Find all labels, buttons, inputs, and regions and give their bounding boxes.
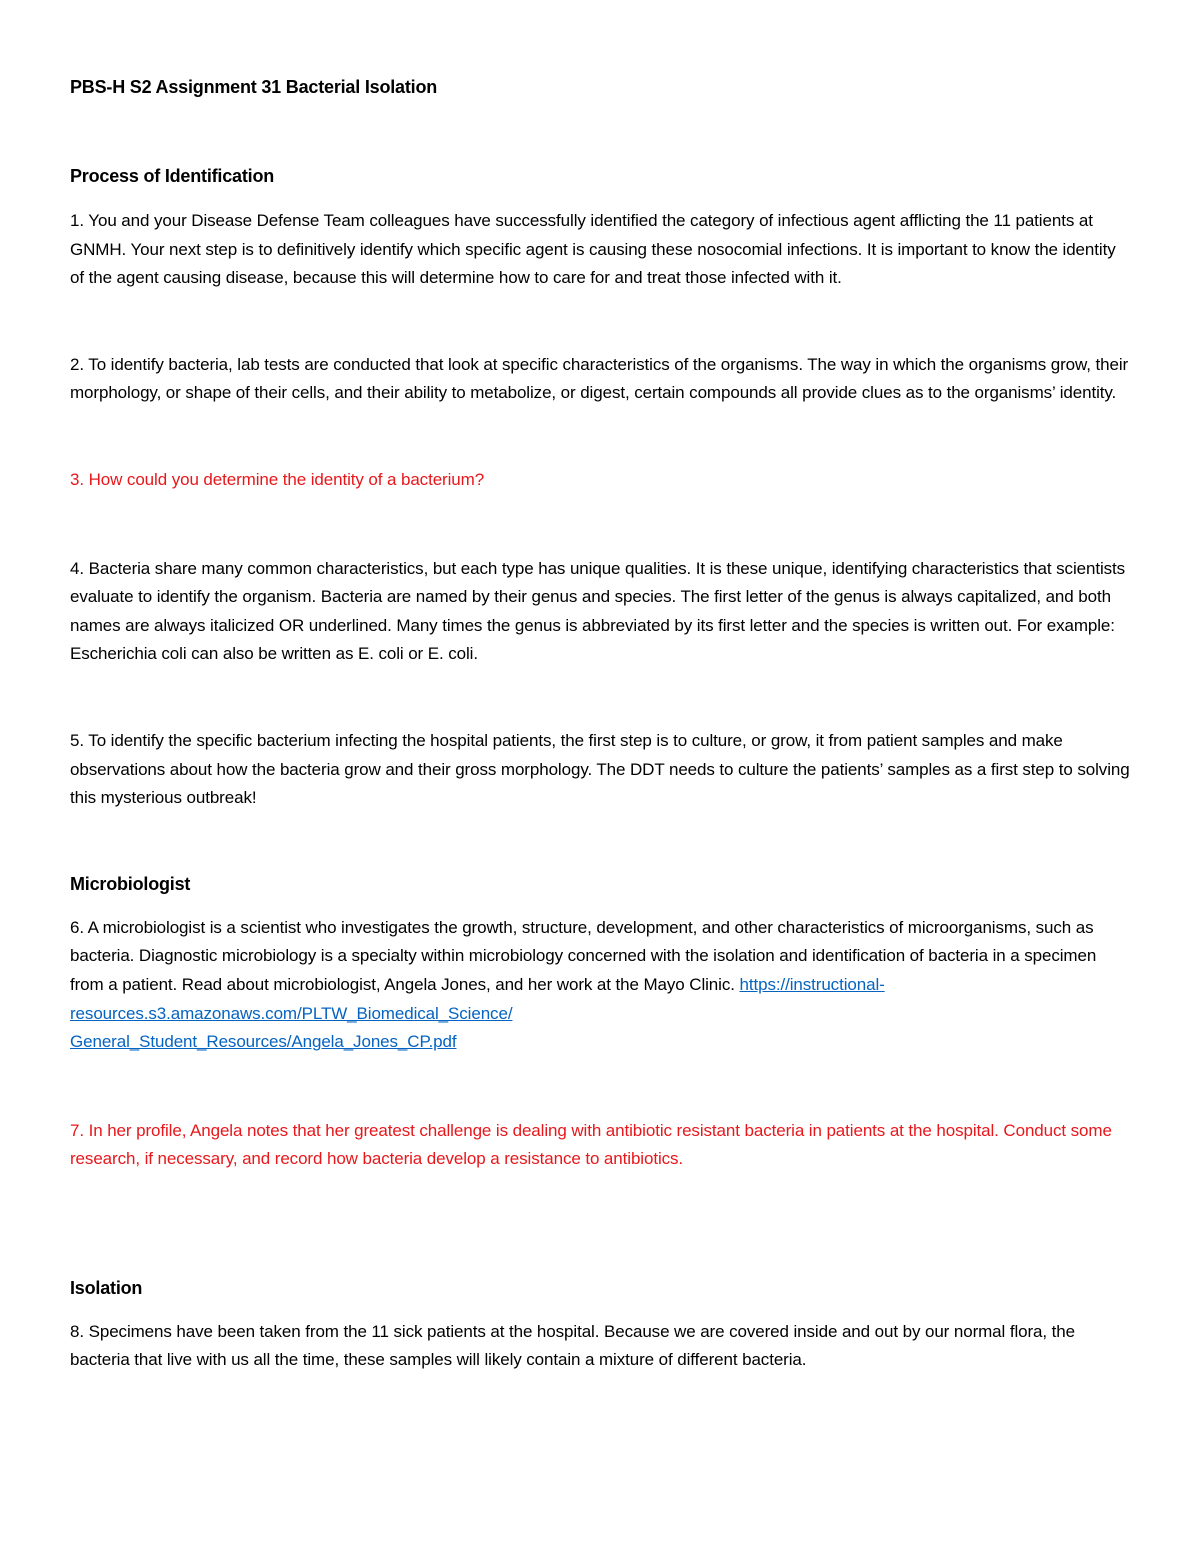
document-page: [70, 70, 1132, 1375]
section-heading-microbiologist: Microbiologist: [70, 873, 191, 894]
question-7: 7. In her profile, Angela notes that her greatest challenge is dealing with antibiotic resistant bacteria in patients at the hospital. Conduct some research, if necessary, and record how bacteria develop a resistance to antibiotics.: [70, 1120, 1112, 1169]
paragraph-6-text: 6. A microbiologist is a scientist who investigates the growth, structure, development, and other characteristics of microorganisms, such as bacteria. Diagnostic microbiology is a specialty within microbiology concerned with the isolation and identification of bacteria in a specimen from a patient. Read about microbiologist, Angela Jones, and her work at the Mayo Clinic.: [70, 917, 1097, 994]
question-3: 3. How could you determine the identity of a bacterium?: [70, 469, 485, 489]
section-heading-isolation: Isolation: [70, 1277, 143, 1298]
paragraph-6: [70, 914, 1132, 1057]
link-line-2: General_Student_Resources/Angela_Jones_CP.pdf: [70, 1032, 457, 1052]
paragraph-2: 2. To identify bacteria, lab tests are conducted that look at specific characteristics of the organisms. The way in which the organisms grow, their morphology, or shape of their cells, and their ability to metabolize, or digest, certain compounds all provide clues as to the organisms’ identity.: [70, 354, 1129, 403]
paragraph-1: 1. You and your Disease Defense Team colleagues have successfully identified the category of infectious agent afflicting the 11 patients at GNMH. Your next step is to definitively identify which specific agent is causing these nosocomial infections. It is important to know the identity of the agent causing disease, because this will determine how to care for and treat those infected with it.: [70, 211, 1116, 288]
paragraph-4: 4. Bacteria share many common characteristics, but each type has unique qualities. It is these unique, identifying characteristics that scientists evaluate to identify the organism. Bacteria are named by their genus and species. The first letter of the genus is always capitalized, and both names are always italicized OR underlined. Many times the genus is abbreviated by its first letter and the species is written out. For example: Escherichia coli can also be written as E. coli or E. coli.: [70, 558, 1126, 664]
document-title: PBS-H S2 Assignment 31 Bacterial Isolation: [70, 77, 438, 97]
paragraph-5: 5. To identify the specific bacterium infecting the hospital patients, the first step is to culture, or grow, it from patient samples and make observations about how the bacteria grow and their gross morphology. The DDT needs to culture the patients’ samples as a first step to solving this mysterious outbreak!: [70, 730, 1130, 808]
link-line-1: https://instructional-resources.s3.amazonaws.com/PLTW_Biomedical_Science/: [70, 974, 885, 1023]
paragraph-8: 8. Specimens have been taken from the 11 sick patients at the hospital. Because we are covered inside and out by our normal flora, the bacteria that live with us all the time, these samples will likely contain a mixture of different bacteria.: [70, 1321, 1075, 1370]
section-heading-identification: Process of Identification: [70, 166, 275, 186]
